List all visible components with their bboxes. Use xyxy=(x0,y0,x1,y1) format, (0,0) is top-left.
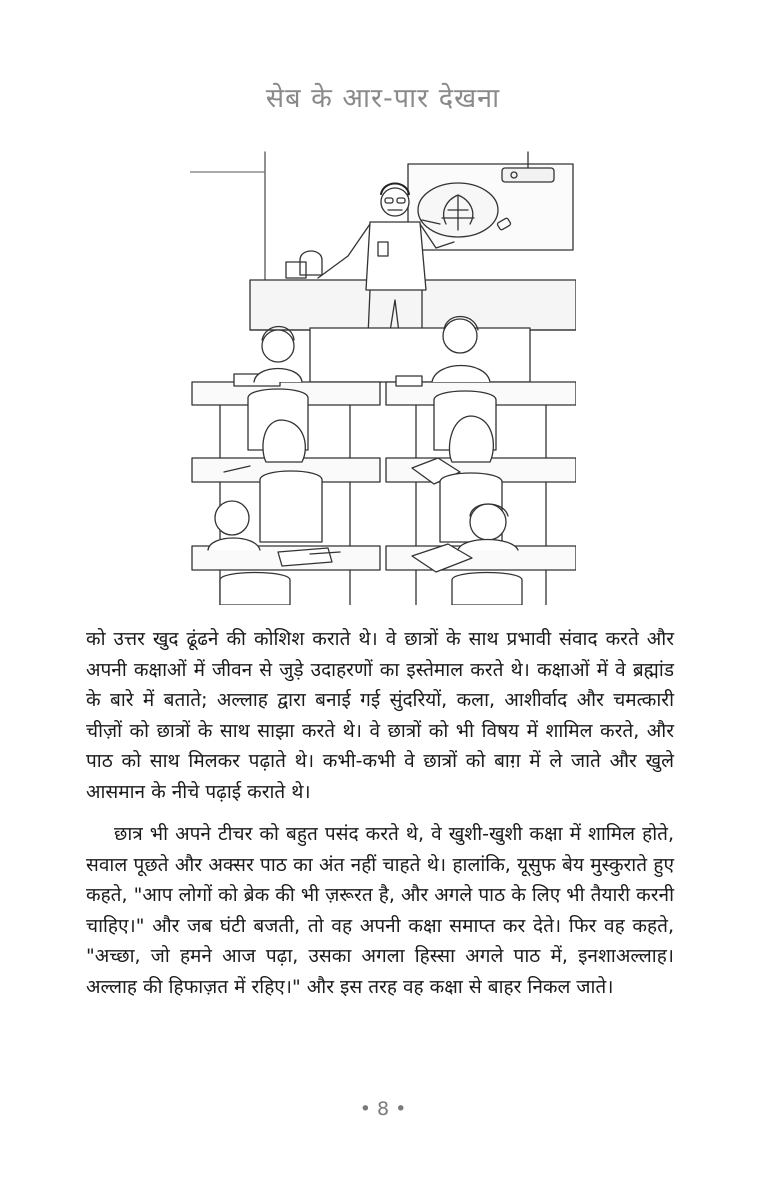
chapter-title: सेब के आर-पार देखना xyxy=(265,83,501,114)
classroom-illustration xyxy=(190,150,576,605)
page-number: • 8 • xyxy=(359,1098,407,1120)
paragraph-2: छात्र भी अपने टीचर को बहुत पसंद करते थे, वे खुशी-खुशी कक्षा में शामिल होते, सवाल पूछते और अक्सर पाठ का अंत नहीं चाहते थे। हालांकि, यूसुफ बेय मुस्कुराते हुए कहते, "आप लोगों को ब्रेक की भी ज़रूरत है, और अगले पाठ के लिए भी तैयारी करनी चाहिए।" और जब घंटी बजती, तो वह अपनी कक्षा समाप्त कर देते। फिर वह कहते, "अच्छा, जो हमने आज पढ़ा, उसका अगला हिस्सा अगले पाठ में, इनशाअल्लाह। अल्लाह की हिफाज़त में रहिए।" और इस तरह वह कक्षा से बाहर निकल जाते। xyxy=(86,823,674,998)
paragraph-1: को उत्तर खुद ढूंढने की कोशिश कराते थे। वे छात्रों के साथ प्रभावी संवाद करते और अपनी कक्षाओं में जीवन से जुड़े उदाहरणों का इस्तेमाल करते थे। कक्षाओं में वे ब्रह्मांड के बारे में बताते; अल्लाह द्वारा बनाई गई सुंदरियों, कला, आशीर्वाद और चमत्कारी चीज़ों को छात्रों के साथ साझा करते थे। वे छात्रों को भी विषय में शामिल करते, और पाठ को साथ मिलकर पढ़ाते थे। कभी-कभी वे छात्रों को बाग़ में ले जाते और खुले आसमान के नीचे पढ़ाई कराते थे। xyxy=(86,628,674,803)
body-text xyxy=(86,624,674,1002)
